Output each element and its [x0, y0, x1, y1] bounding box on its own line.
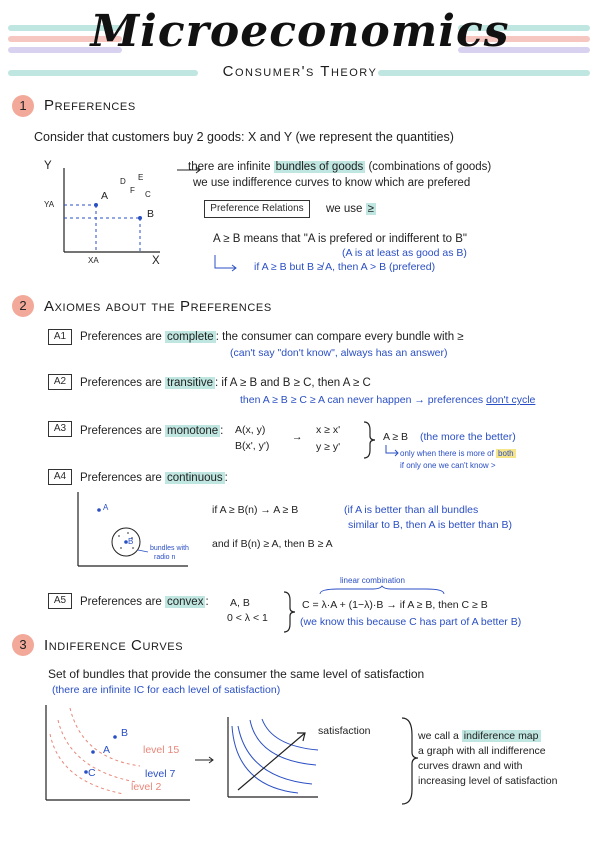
a4-line-1-note: (if A is better than all bundles: [344, 504, 479, 516]
s3-note: (there are infinite IC for each level of satisfaction): [52, 684, 281, 696]
a3-statement: Preferences are monotone :: [80, 425, 224, 437]
a5-brace: [280, 590, 300, 634]
a3-bundle-b: B(x', y'): [235, 440, 270, 452]
a3-label: A3: [48, 421, 72, 437]
a3-bundle-a: A(x, y): [235, 424, 266, 436]
a5-brace-label: linear combination: [340, 576, 405, 585]
s1-definition: A ≥ B means that "A is prefered or indifferent to B": [213, 233, 467, 245]
a5-values: A, B: [230, 597, 250, 609]
s1-intro: Consider that customers buy 2 goods: X and Y (we represent the quantities): [34, 130, 454, 144]
graph-point-f: F: [130, 186, 135, 195]
a5-note: (we know this because C has part of A better B): [300, 616, 522, 628]
s3-level-7: level 7: [145, 768, 176, 780]
a2-statement: Preferences are transitive : if A ≥ B and B ≥ C, then A ≥ C: [80, 377, 371, 389]
s3-map-line-1: we call a indiference map: [418, 730, 539, 742]
section-1-badge: 1: [12, 95, 34, 117]
s1-indiff-line: we use indifference curves to know which are prefered: [193, 177, 471, 189]
a5-lambda-range: 0 < λ < 1: [227, 612, 268, 624]
a3-brace: [360, 420, 380, 460]
a4-ball-note-1: bundles with: [150, 545, 189, 552]
a1-note: (can't say "don't know", always has an answer): [230, 347, 448, 359]
a3-condition-x: x ≥ x': [316, 424, 341, 436]
page-subtitle: Consumer's Theory: [222, 63, 378, 80]
a4-line-2: and if B(n) ≥ A, then B ≥ A: [212, 538, 333, 550]
s3-level-15: level 15: [143, 744, 180, 756]
graph-y-axis-label: Y: [44, 160, 52, 172]
a4-graph: [76, 490, 196, 580]
graph-point-d: D: [120, 177, 126, 186]
s3-definition: Set of bundles that provide the consumer the same level of satisfaction: [48, 667, 425, 681]
s3-level-2: level 2: [131, 781, 162, 793]
graph-xa-label: XA: [88, 256, 99, 265]
a5-formula: C = λ·A + (1−λ)·B → if A ≥ B, then C ≥ B: [302, 599, 488, 611]
section-2-title: Axiomes about the Preferences: [44, 298, 272, 315]
graph-point-b: B: [147, 208, 155, 220]
section-3-title: Indiference Curves: [44, 637, 184, 654]
a1-statement: Preferences are complete : the consumer can compare every bundle with ≥: [80, 331, 464, 343]
a2-note: then A ≥ B ≥ C ≥ A can never happen → preferences don't cycle: [240, 394, 536, 406]
s3-map-line-2: a graph with all indifference: [418, 745, 546, 757]
a5-statement: Preferences are convex :: [80, 596, 209, 608]
s3-point-b: B: [121, 727, 129, 739]
a4-label: A4: [48, 469, 72, 485]
a5-label: A5: [48, 593, 72, 609]
a1-label: A1: [48, 329, 72, 345]
s3-map-line-3: curves drawn and with: [418, 760, 523, 772]
a5-overbrace: [318, 586, 448, 596]
s3-point-a: A: [103, 744, 111, 756]
section-1-title: Preferences: [44, 97, 136, 114]
s1-we-use: we use ≥: [326, 203, 374, 215]
a4-point-b: B: [128, 537, 134, 546]
s1-bundles-line: there are infinite bundles of goods (combinations of goods): [188, 161, 492, 173]
a4-point-a: A: [103, 503, 109, 512]
graph-point-a: A: [101, 190, 109, 202]
a3-note-2: if only one we can't know >: [400, 461, 496, 470]
a3-note-1: only when there is more of both: [400, 449, 514, 458]
a3-condition-y: y ≥ y': [316, 441, 341, 453]
a4-line-1: if A ≥ B(n) → A ≥ B: [212, 504, 299, 516]
page-title: Microeconomics: [90, 6, 510, 57]
a2-label: A2: [48, 374, 72, 390]
graph-x-axis-label: X: [152, 255, 160, 267]
a4-ball-note-2: radio n: [154, 554, 176, 561]
section-3-badge: 3: [12, 634, 34, 656]
s1-strict-preference: if A ≥ B but B ≱ A, then A > B (prefered): [254, 261, 436, 273]
a4-statement: Preferences are continuous :: [80, 472, 228, 484]
s3-map-line-4: increasing level of satisfaction: [418, 775, 558, 787]
a4-line-1-note-2: similar to B, then A is better than B): [348, 519, 512, 531]
s1-definition-note: (A is at least as good as B): [342, 247, 467, 259]
section-2-badge: 2: [12, 295, 34, 317]
s3-point-c: C: [88, 767, 96, 779]
a3-result-note: (the more the better): [420, 431, 516, 443]
s3-satisfaction-label: satisfaction: [318, 725, 371, 737]
a3-result: A ≥ B: [383, 431, 409, 443]
graph-point-c: C: [145, 190, 151, 199]
a3-arrow: →: [292, 431, 303, 443]
preference-relations-box: Preference Relations: [204, 200, 310, 218]
graph-point-e: E: [138, 173, 144, 182]
graph-ya-label: YA: [44, 200, 55, 209]
